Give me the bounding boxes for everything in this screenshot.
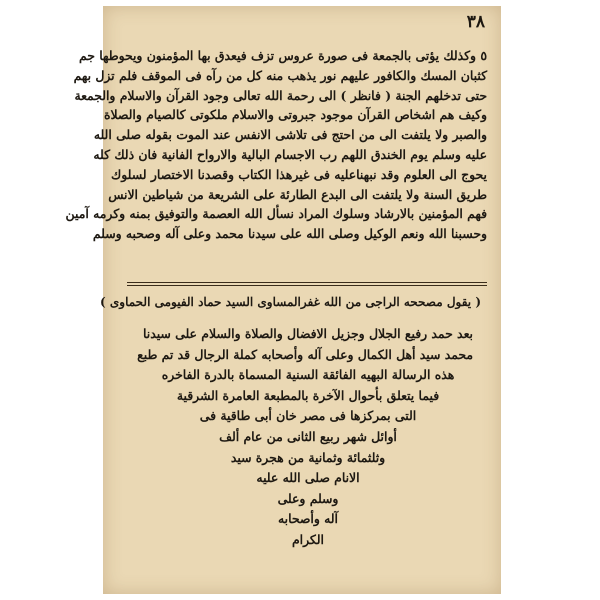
colophon-line: الكرام [291,531,324,547]
text-line: عليه وسلم يوم الخندق اللهم رب الاجسام البالية والارواح الفانية فان ذلك كله [93,146,487,162]
colophon-line: التى بمركزها فى مصر خان أبى طاقية فى [199,408,417,424]
colophon-line: أوائل شهر ربيع الثانى من عام ألف [219,428,397,444]
colophon-line: آله وأصحابه [278,511,338,527]
colophon-line: الانام صلى الله عليه [256,470,360,486]
text-line: كثبان المسك والكافور عليهم نور يذهب منه كل من رآه فى الموقف فلم تزل بهم [73,67,487,83]
text-line: ٥ وكذلك يؤتى بالجمعة فى صورة عروس تزف فيعدق بها المؤمنون ويحوطها جم [79,48,487,63]
colophon-line: محمد سيد أهل الكمال وعلى آله وأصحابه كملة الرجال قد تم طبع [137,346,473,362]
text-line: وكيف هم اشخاص القرآن موجود جبروتى والاسلام ملكوتى كالصيام والصلاة [103,107,487,123]
main-text [65,46,487,244]
colophon-line: وسلم وعلى [277,490,339,506]
colophon-line: فيما يتعلق بأحوال الآخرة بالمطبعة العامرة الشرقية [176,387,440,403]
text-line: حتى تدخلهم الجنة ( فانظر ) الى رحمة الله تعالى وجود القرآن والاسلام والجمعة [74,87,487,103]
colophon-line: بعد حمد رفيع الجلال وجزيل الافضال والصلاة والسلام على سيدنا [142,326,473,341]
text-line: فهم المؤمنين بالارشاد وسلوك المراد نسأل الله العصمة والتوفيق بمنه وكرمه آمين [65,206,487,222]
book-page [65,6,501,594]
colophon-line: هذه الرسالة البهيه الفائقة السنية المسماة بالدرة الفاخره [161,367,455,383]
page-number: ٣٨ [466,12,485,32]
divider-rule [127,282,487,283]
colophon [137,324,473,551]
text-line: وحسبنا الله ونعم الوكيل وصلى الله على سيدنا محمد وعلى آله وصحبه وسلم [92,226,487,242]
text-line: والصبر ولا يلتفت الى من احتج فى تلاشى الانفس عند الموت بقوله صلى الله [93,127,487,143]
text-line: طريق السنة ولا يلتفت الى البدع الطارئة على الشريعة من شياطين الانس [108,186,487,202]
text-line: يحوج الى العلوم وقد نبهناعليه فى غيرهذا الكتاب وقصدنا الاختصار لسلوك [111,166,487,182]
editor-heading: ( يقول مصححه الراجى من الله غفرالمساوى السيد حماد الفيومى الحماوى ) [100,295,481,309]
colophon-line: وثلثمائة وثمانية من هجرة سيد [230,449,386,465]
divider-rule-thin [127,285,487,286]
